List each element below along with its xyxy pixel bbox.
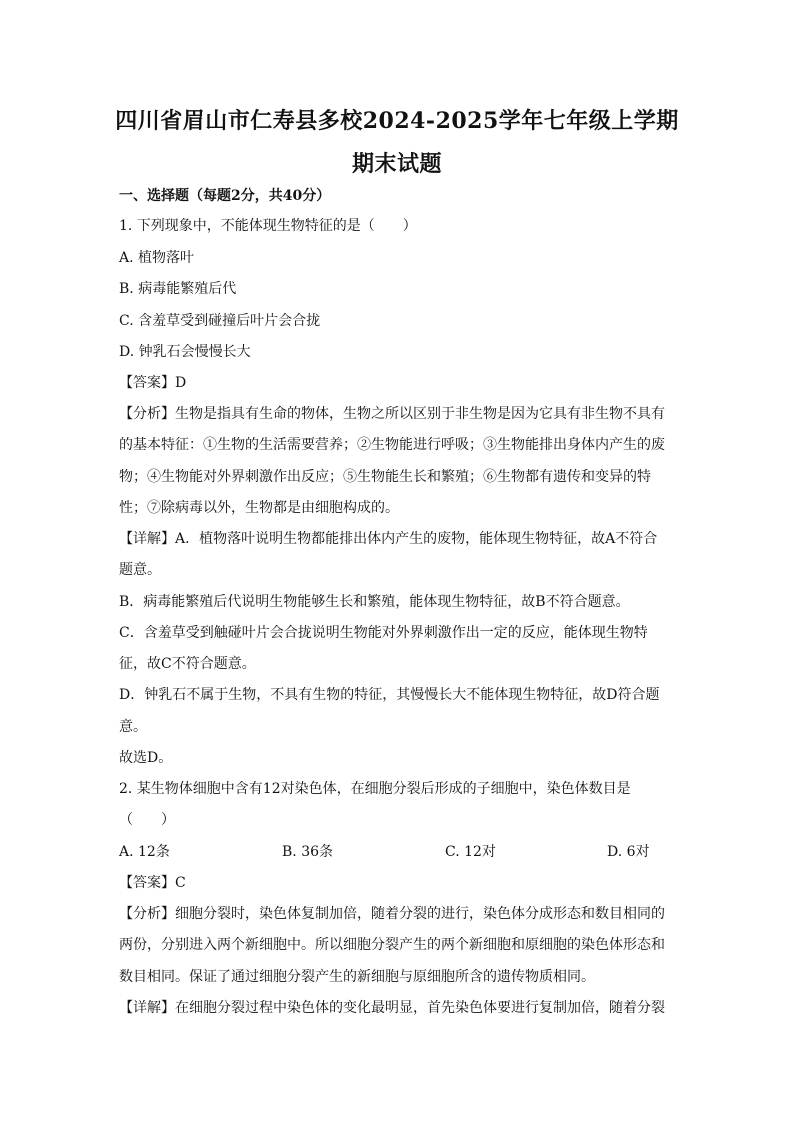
- question-1-detail-line: 【详解】A．植物落叶说明生物都能排出体内产生的废物，能体现生物特征，故A不符合: [119, 531, 658, 547]
- document-title: 四川省眉山市仁寿县多校2024-2025学年七年级上学期: [115, 108, 679, 134]
- question-1-option-c: C. 含羞草受到碰撞后叶片会合拢: [119, 313, 321, 329]
- question-2-analysis-line: 数目相同。保证了通过细胞分裂产生的新细胞与原细胞所含的遗传物质相同。: [119, 969, 595, 985]
- document-subtitle: 期末试题: [351, 151, 442, 177]
- question-1-detail-line: D．钟乳石不属于生物，不具有生物的特征，其慢慢长大不能体现生物特征，故D符合题: [119, 687, 660, 703]
- question-1-analysis-line: 【分析】生物是指具有生命的物体，生物之所以区别于非生物是因为它具有非生物不具有: [119, 406, 665, 422]
- question-1-option-b: B. 病毒能繁殖后代: [119, 281, 237, 297]
- question-2-analysis-line: 两份，分别进入两个新细胞中。所以细胞分裂产生的两个新细胞和原细胞的染色体形态和: [119, 937, 665, 953]
- question-1-answer: 【答案】D: [119, 375, 187, 391]
- question-1-detail-line: B．病毒能繁殖后代说明生物能够生长和繁殖，能体现生物特征，故B不符合题意。: [119, 594, 630, 610]
- question-2-option-d: D. 6对: [607, 844, 650, 860]
- question-1-option-a: A. 植物落叶: [119, 250, 195, 266]
- question-1-stem: 1. 下列现象中，不能体现生物特征的是（ ）: [119, 218, 417, 234]
- section-heading: 一、选择题（每题2分，共40分）: [119, 188, 331, 204]
- question-2-option-a: A. 12条: [119, 844, 170, 860]
- question-2-detail-line: 【详解】在细胞分裂过程中染色体的变化最明显，首先染色体要进行复制加倍，随着分裂: [119, 1000, 665, 1016]
- question-1-detail-line: 征，故C不符合题意。: [119, 656, 256, 672]
- question-2-option-b: B. 36条: [282, 844, 334, 860]
- question-1-option-d: D. 钟乳石会慢慢长大: [119, 344, 251, 360]
- question-1-detail-line: 意。: [119, 719, 147, 735]
- question-1-analysis-line: 性；⑦除病毒以外，生物都是由细胞构成的。: [119, 500, 399, 516]
- question-1-analysis-line: 的基本特征：①生物的生活需要营养；②生物能进行呼吸；③生物能排出身体内产生的废: [119, 437, 665, 453]
- question-2-stem-continuation: （ ）: [119, 812, 175, 828]
- question-1-analysis-line: 物；④生物能对外界刺激作出反应；⑤生物能生长和繁殖；⑥生物都有遗传和变异的特: [119, 469, 651, 485]
- question-2-analysis-line: 【分析】细胞分裂时，染色体复制加倍，随着分裂的进行，染色体分成形态和数目相同的: [119, 906, 665, 922]
- question-1-detail-line: 故选D。: [119, 750, 173, 766]
- question-2-answer: 【答案】C: [119, 875, 186, 891]
- question-1-detail-line: C．含羞草受到触碰叶片会合拢说明生物能对外界刺激作出一定的反应，能体现生物特: [119, 625, 648, 641]
- question-1-detail-line: 题意。: [119, 562, 161, 578]
- question-2-option-c: C. 12对: [445, 844, 496, 860]
- question-2-stem: 2. 某生物体细胞中含有12对染色体，在细胞分裂后形成的子细胞中，染色体数目是: [119, 781, 631, 797]
